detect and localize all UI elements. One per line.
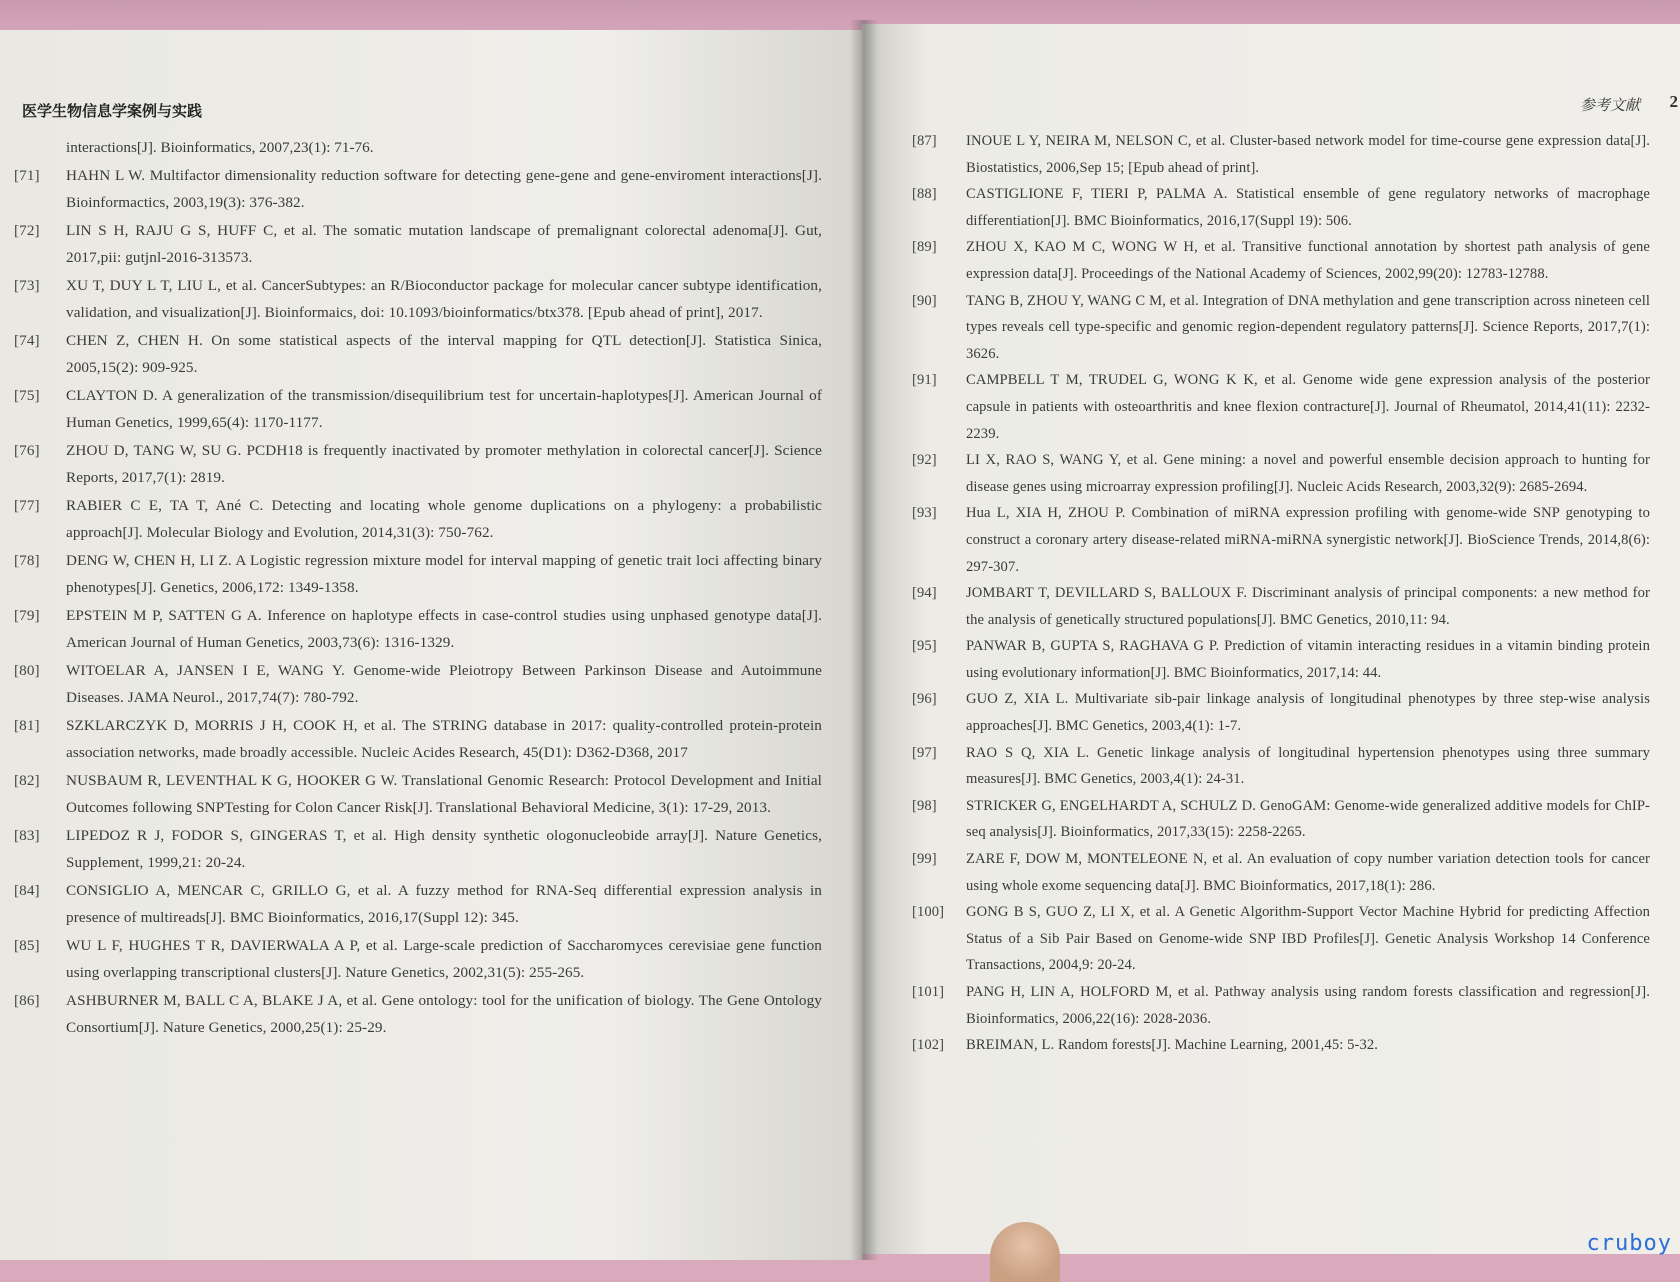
reference-text: CHEN Z, CHEN H. On some statistical aspects of the interval mapping for QTL detection[J]. Statistica Sinica, 2005,15(2): 909-925. xyxy=(66,331,822,376)
reference-number: [85] xyxy=(14,936,40,954)
reference-text: Hua L, XIA H, ZHOU P. Combination of miRNA expression profiling with genome-wide SNP genotyping to construct a coronary artery disease-related miRNA-miRNA synergistic network[J]. BioScience Trends, 2014,8(6): 297-307. xyxy=(966,505,1650,575)
reference-number: [75] xyxy=(14,386,40,404)
reference-number: [94] xyxy=(912,585,937,602)
reference-number: [96] xyxy=(912,691,937,708)
reference-entry xyxy=(912,234,1650,287)
reference-number: [80] xyxy=(14,661,40,679)
reference-number: [77] xyxy=(14,496,40,514)
reference-text: BREIMAN, L. Random forests[J]. Machine Learning, 2001,45: 5-32. xyxy=(966,1037,1379,1054)
left-page xyxy=(0,30,862,1260)
reference-entry xyxy=(14,217,822,272)
reference-entry xyxy=(912,740,1650,793)
reference-text: EPSTEIN M P, SATTEN G A. Inference on haplotype effects in case-control studies using unphased genotype data[J]. American Journal of Human Genetics, 2003,73(6): 1316-1329. xyxy=(66,606,822,651)
reference-number: [95] xyxy=(912,638,937,655)
reference-text: INOUE L Y, NEIRA M, NELSON C, et al. Cluster-based network model for time-course gene expression data[J]. Biostatistics, 2006,Sep 15; [Epub ahead of print]. xyxy=(966,133,1650,176)
page-number: 2 xyxy=(1669,92,1678,111)
reference-number: [98] xyxy=(912,797,937,814)
reference-entry xyxy=(14,492,822,547)
reference-text: JOMBART T, DEVILLARD S, BALLOUX F. Discriminant analysis of principal components: a new method for the analysis of genetically structured populations[J]. BMC Genetics, 2010,11: 94. xyxy=(966,585,1650,628)
reference-number: [93] xyxy=(912,505,937,522)
reference-number: [90] xyxy=(912,292,937,309)
reference-text: WU L F, HUGHES T R, DAVIERWALA A P, et al. Large-scale prediction of Saccharomyces cerevisiae gene function using overlapping transcriptional clusters[J]. Nature Genetics, 2002,31(5): 255-265. xyxy=(66,936,822,981)
reference-text: PANWAR B, GUPTA S, RAGHAVA G P. Prediction of vitamin interacting residues in a vitamin binding protein using evolutionary information[J]. BMC Bioinformatics, 2017,14: 44. xyxy=(966,638,1650,681)
reference-text: LIPEDOZ R J, FODOR S, GINGERAS T, et al. High density synthetic ologonucleobide array[J]. Nature Genetics, Supplement, 1999,21: 20-24. xyxy=(66,826,822,871)
reference-entry xyxy=(14,547,822,602)
reference-continuation: interactions[J]. Bioinformatics, 2007,23(1): 71-76. xyxy=(66,139,374,156)
reference-text: ZHOU X, KAO M C, WONG W H, et al. Transitive functional annotation by shortest path analysis of gene expression data[J]. Proceedings of the National Academy of Sciences, 2002,99(20): 12783-12788. xyxy=(966,239,1650,282)
reference-entry xyxy=(14,382,822,437)
reference-text: TANG B, ZHOU Y, WANG C M, et al. Integration of DNA methylation and gene transcription across nineteen cell types reveals cell type-specific and genomic region-dependent regulatory patterns[J]. Science Reports, 2017,7(1): 3626. xyxy=(966,292,1650,362)
reference-entry xyxy=(912,288,1650,368)
reference-text: GUO Z, XIA L. Multivariate sib-pair linkage analysis of longitudinal phenotypes by three step-wise analysis approaches[J]. BMC Genetics, 2003,4(1): 1-7. xyxy=(966,691,1650,735)
reference-entry xyxy=(14,932,822,987)
reference-text: RABIER C E, TA T, Ané C. Detecting and locating whole genome duplications on a phylogeny: a probabilistic approach[J]. Molecular Biology and Evolution, 2014,31(3): 750-762. xyxy=(66,496,822,541)
reference-text: RAO S Q, XIA L. Genetic linkage analysis of longitudinal hypertension phenotypes using three summary measures[J]. BMC Genetics, 2003,4(1): 24-31. xyxy=(966,744,1650,788)
reference-entry xyxy=(14,657,822,712)
reference-text: CASTIGLIONE F, TIERI P, PALMA A. Statistical ensemble of gene regulatory networks of macrophage differentiation[J]. BMC Bioinformatics, 2016,17(Suppl 19): 506. xyxy=(966,186,1650,229)
reference-number: [97] xyxy=(912,744,937,761)
right-running-head: 参考文献 xyxy=(1579,96,1640,114)
reference-entry xyxy=(912,979,1650,1032)
reference-text: PANG H, LIN A, HOLFORD M, et al. Pathway analysis using random forests classification and regression[J]. Bioinformatics, 2006,22(16): 2028-2036. xyxy=(966,984,1650,1027)
left-reference-list xyxy=(14,134,822,1042)
right-reference-list xyxy=(912,128,1650,1059)
reference-entry xyxy=(912,580,1650,633)
reference-number: [71] xyxy=(14,166,40,184)
reference-text: LIN S H, RAJU G S, HUFF C, et al. The somatic mutation landscape of premalignant colorectal adenoma[J]. Gut, 2017,pii: gutjnl-2016-313573. xyxy=(66,221,822,266)
reference-entry xyxy=(912,633,1650,686)
reference-entry xyxy=(912,181,1650,234)
reference-number: [102] xyxy=(912,1037,945,1054)
reference-entry xyxy=(14,437,822,492)
reference-number: [79] xyxy=(14,606,40,624)
reference-number: [91] xyxy=(912,372,937,389)
watermark: cruboy xyxy=(1586,1231,1672,1256)
reference-entry xyxy=(14,712,822,767)
reference-number: [84] xyxy=(14,881,40,899)
reference-text: CAMPBELL T M, TRUDEL G, WONG K K, et al. Genome wide gene expression analysis of the posterior capsule in patients with osteoarthritis and knee flexion contracture[J]. Journal of Rheumatol, 2014,41(11): 2232-2239. xyxy=(966,372,1650,442)
reference-text: ASHBURNER M, BALL C A, BLAKE J A, et al. Gene ontology: tool for the unification of biology. The Gene Ontology Consortium[J]. Nature Genetics, 2000,25(1): 25-29. xyxy=(66,991,822,1036)
reference-number: [87] xyxy=(912,133,937,149)
reference-entry xyxy=(14,767,822,822)
reference-text: ZHOU D, TANG W, SU G. PCDH18 is frequently inactivated by promoter methylation in colorectal cancer[J]. Science Reports, 2017,7(1): 2819. xyxy=(66,441,822,486)
reference-number: [82] xyxy=(14,771,40,789)
reference-entry xyxy=(14,822,822,877)
reference-number: [76] xyxy=(14,441,40,459)
reference-entry xyxy=(912,447,1650,500)
reference-text: SZKLARCZYK D, MORRIS J H, COOK H, et al. The STRING database in 2017: quality-controlled protein-protein association networks, made broadly accessible. Nucleic Acides Research, 45(D1): D362-D368, 2017 xyxy=(66,716,822,761)
reference-entry xyxy=(14,987,822,1042)
left-running-head: 医学生物信息学案例与实践 xyxy=(22,102,203,120)
reference-number: [89] xyxy=(912,239,937,256)
reference-text: DENG W, CHEN H, LI Z. A Logistic regression mixture model for interval mapping of genetic trait loci affecting binary phenotypes[J]. Genetics, 2006,172: 1349-1358. xyxy=(66,551,822,596)
reference-entry xyxy=(14,162,822,217)
reference-number: [78] xyxy=(14,551,40,569)
reference-entry xyxy=(14,877,822,932)
reference-number: [100] xyxy=(912,904,945,921)
reference-text: WITOELAR A, JANSEN I E, WANG Y. Genome-wide Pleiotropy Between Parkinson Disease and Autoimmune Diseases. JAMA Neurol., 2017,74(7): 780-792. xyxy=(66,661,822,706)
reference-text: STRICKER G, ENGELHARDT A, SCHULZ D. GenoGAM: Genome-wide generalized additive models for ChIP-seq analysis[J]. Bioinformatics, 2017,33(15): 2258-2265. xyxy=(966,797,1650,841)
reference-text: HAHN L W. Multifactor dimensionality reduction software for detecting gene-gene and gene-enviroment interactions[J]. Bioinformactics, 2003,19(3): 376-382. xyxy=(66,166,822,211)
reference-number: [86] xyxy=(14,991,40,1009)
reference-entry xyxy=(912,846,1650,899)
right-page xyxy=(862,24,1680,1254)
reference-text: ZARE F, DOW M, MONTELEONE N, et al. An evaluation of copy number variation detection tools for cancer using whole exome sequencing data[J]. BMC Bioinformatics, 2017,18(1): 286. xyxy=(966,851,1650,894)
reference-number: [101] xyxy=(912,984,945,1000)
reference-text: LI X, RAO S, WANG Y, et al. Gene mining: a novel and powerful ensemble decision approach to hunting for disease genes using microarray expression profiling[J]. Nucleic Acids Research, 2003,32(9): 2685-2694. xyxy=(966,452,1650,495)
reference-text: XU T, DUY L T, LIU L, et al. CancerSubtypes: an R/Bioconductor package for molecular cancer subtype identification, validation, and visualization[J]. Bioinformaics, doi: 10.1093/bioinformatics/btx378. [Epub ahead of print], 2017. xyxy=(66,276,822,321)
reference-entry xyxy=(912,128,1650,181)
reference-text: CONSIGLIO A, MENCAR C, GRILLO G, et al. A fuzzy method for RNA-Seq differential expression analysis in presence of multireads[J]. BMC Bioinformatics, 2016,17(Suppl 12): 345. xyxy=(66,881,822,926)
reference-number: [81] xyxy=(14,716,40,734)
reference-number: [92] xyxy=(912,452,937,469)
reference-entry xyxy=(912,1032,1650,1059)
reference-number: [99] xyxy=(912,851,937,868)
reference-number: [74] xyxy=(14,331,40,349)
reference-entry xyxy=(14,602,822,657)
reference-number: [72] xyxy=(14,221,40,239)
reference-number: [83] xyxy=(14,826,40,844)
reference-text: CLAYTON D. A generalization of the transmission/disequilibrium test for uncertain-haplotypes[J]. American Journal of Human Genetics, 1999,65(4): 1170-1177. xyxy=(66,386,822,431)
reference-entry xyxy=(912,899,1650,979)
reference-entry xyxy=(912,367,1650,447)
reference-entry xyxy=(912,793,1650,846)
reference-text: NUSBAUM R, LEVENTHAL K G, HOOKER G W. Translational Genomic Research: Protocol Development and Initial Outcomes following SNPTesting for Colon Cancer Risk[J]. Translational Behavioral Medicine, 3(1): 17-29, 2013. xyxy=(66,771,822,816)
reference-entry xyxy=(912,500,1650,580)
book-gutter xyxy=(850,20,878,1260)
reference-entry xyxy=(912,686,1650,739)
reference-entry xyxy=(14,272,822,327)
reference-number: [73] xyxy=(14,276,40,294)
reference-text: GONG B S, GUO Z, LI X, et al. A Genetic Algorithm-Support Vector Machine Hybrid for predicting Affection Status of a Sib Pair Based on Genome-wide SNP IBD Profiles[J]. Genetic Analysis Workshop 14 Conference Transactions, 2004,9: 20-24. xyxy=(966,904,1650,974)
reference-number: [88] xyxy=(912,186,937,203)
reference-entry xyxy=(14,327,822,382)
